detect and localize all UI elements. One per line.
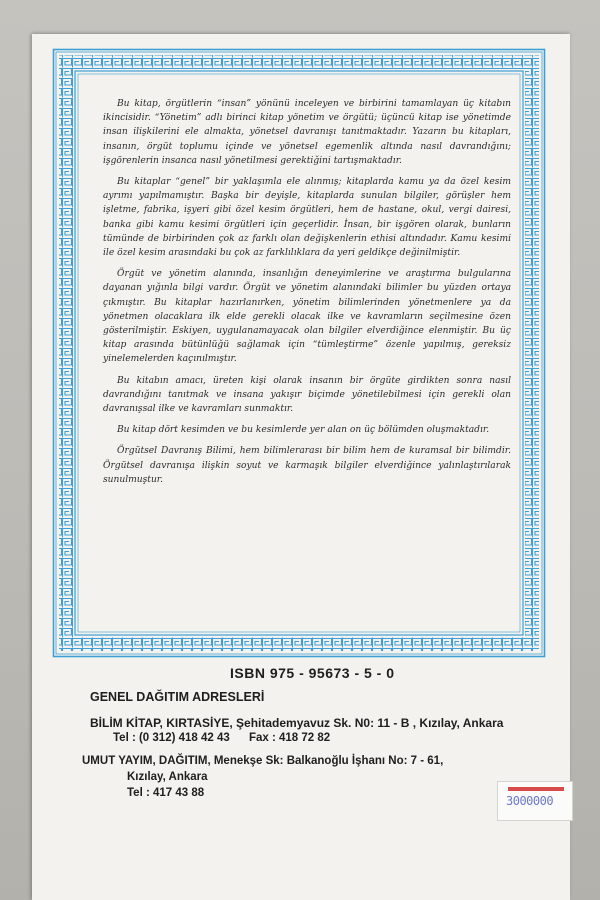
sticker-red-stripe <box>508 787 564 791</box>
back-cover-blurb <box>103 97 511 637</box>
blurb-paragraph: Bu kitaplar “genel” bir yaklaşımla ele alınmış; kitaplarda kamu ya da özel kesim ayrımı yapılmamıştır. Başka bir deyişle, kitaplarda sunulan bilgiler, görüşler hem işletme, fabrika, işyeri gibi özel kesim örgütleri, hem de hastane, okul, vergi dairesi, banka gibi kamu kesimi örgütleri için geçerlidir. İnsan, bir işgören olarak, bunların tümünde de birbirinden çok az farklı olan değişkenlerin ethisi altındadır. Kamu kesimi ile özel kesim arasındaki bu çok az farklılıklara da yeri geldikçe değinilmiştir. <box>103 177 511 259</box>
distributor-2-phone: Tel : 417 43 88 <box>127 787 205 799</box>
blurb-paragraph: Bu kitap dört kesimden ve bu kesimlerde yer alan on üç bölümden oluşmaktadır. <box>117 425 490 436</box>
distributor-2-city: Kızılay, Ankara <box>127 771 208 783</box>
distributor-1-address: BİLİM KİTAP, KIRTASİYE, Şehitademyavuz Sk. N0: 11 - B , Kızılay, Ankara <box>90 716 504 730</box>
sticker-code: 3000000 <box>506 794 554 808</box>
distributor-1-phone: Tel : (0 312) 418 42 43 Fax : 418 72 82 <box>113 732 331 744</box>
blurb-paragraph: Bu kitabın amacı, üreten kişi olarak insanın bir örgüte girdikten sonra nasıl davrandığını tanıtmak ve insana yakışır biçimde yönetilebilmesi için gerekli olan davranışsal ilke ve kavramları sunmaktır. <box>103 375 511 415</box>
blurb-paragraph: Örgüt ve yönetim alanında, insanlığın deneyimlerine ve araştırma bulgularına dayanan yığınla bilgi vardır. Örgüt ve yönetim alanındaki bilimler bu yüzden ortaya çıkmıştır. Bu kitaplar hazırlanırken, yönetim bilimlerinden yönetmenlere ya da yönetmen olacaklara ilk elde gerekli olacak ilke ve kavramların seçilmesine özen gösterilmiştir. Eskiyen, uygulanamayacak olan bilgiler elverdiğince elenmiştir. Bu üç kitap arasında bütünlüğü sağlamak için “tümleştirme” özenle yapılmış, gereksiz yinelemelerden kaçınılmıştır. <box>103 269 511 365</box>
price-sticker <box>497 781 573 821</box>
blurb-paragraph: Bu kitap, örgütlerin “insan” yönünü inceleyen ve birbirini tamamlayan üç kitabın ikincisidir. “Yönetim” adlı birinci kitap yönetim ve örgütü; üçüncü kitap ise yönetimde insan ilişkilerini ele almakta, yönetsel davranışı tanıtmaktadır. Yazarın bu kitapları, insanın, örgüt toplumu içinde ve yönetsel egemenlik altında nasıl davrandığını; işgörenlerin insanca nasıl yönetilmesi gerektiğini tartışmaktadır. <box>103 99 511 166</box>
blurb-paragraph: Örgütsel Davranış Bilimi, hem bilimlerarası bir bilim hem de kuramsal bir bilimdir. Örgütsel davranışa ilişkin soyut ve karmaşık bilgiler elverdiğince yalınlaştırılarak sunulmuştur. <box>103 446 511 485</box>
distributor-2-address: UMUT YAYIM, DAĞITIM, Menekşe Sk: Balkanoğlu İşhanı No: 7 - 61, <box>82 755 444 767</box>
isbn-number: ISBN 975 - 95673 - 5 - 0 <box>230 665 395 681</box>
distribution-heading: GENEL DAĞITIM ADRESLERİ <box>90 690 265 704</box>
